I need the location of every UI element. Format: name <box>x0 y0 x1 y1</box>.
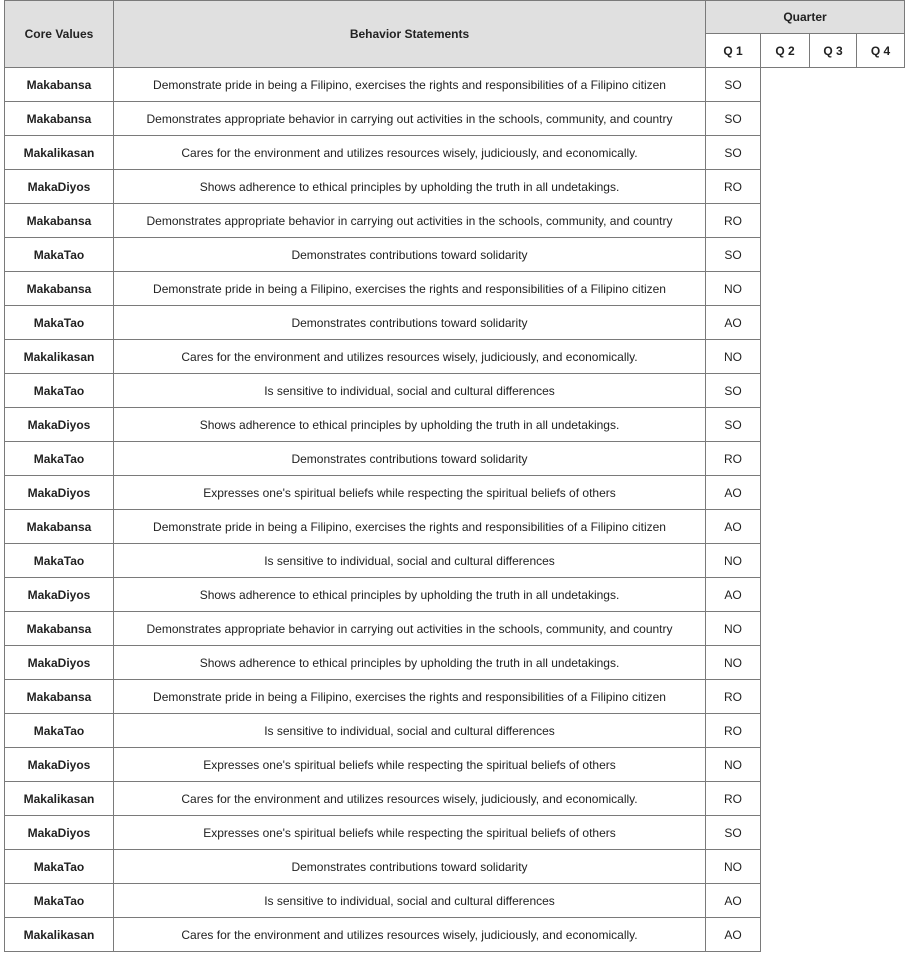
q1-rating-cell: AO <box>706 306 761 340</box>
behavior-statement-cell: Demonstrates contributions toward solidarity <box>114 238 706 272</box>
behavior-statement-cell: Expresses one's spiritual beliefs while respecting the spiritual beliefs of others <box>114 748 706 782</box>
core-value-cell: Makalikasan <box>5 918 114 952</box>
empty-quarters-area <box>761 68 905 952</box>
q1-rating-cell: SO <box>706 408 761 442</box>
q1-rating-cell: RO <box>706 714 761 748</box>
q1-rating-cell: NO <box>706 850 761 884</box>
q1-rating-cell: AO <box>706 510 761 544</box>
behavior-statement-cell: Is sensitive to individual, social and cultural differences <box>114 714 706 748</box>
core-value-cell: Makabansa <box>5 102 114 136</box>
q1-rating-cell: NO <box>706 272 761 306</box>
behavior-statement-cell: Demonstrate pride in being a Filipino, exercises the rights and responsibilities of a Filipino citizen <box>114 272 706 306</box>
behavior-statement-cell: Cares for the environment and utilizes resources wisely, judiciously, and economically. <box>114 136 706 170</box>
q1-rating-cell: SO <box>706 816 761 850</box>
header-quarter: Quarter <box>706 1 905 34</box>
behavior-statement-cell: Demonstrate pride in being a Filipino, exercises the rights and responsibilities of a Filipino citizen <box>114 68 706 102</box>
behavior-statement-cell: Demonstrates contributions toward solidarity <box>114 306 706 340</box>
q1-rating-cell: SO <box>706 68 761 102</box>
q1-rating-cell: RO <box>706 170 761 204</box>
behavior-statement-cell: Shows adherence to ethical principles by upholding the truth in all undetakings. <box>114 646 706 680</box>
core-value-cell: Makabansa <box>5 204 114 238</box>
core-value-cell: MakaTao <box>5 306 114 340</box>
header-q1: Q 1 <box>706 34 761 68</box>
core-value-cell: Makabansa <box>5 510 114 544</box>
core-value-cell: Makalikasan <box>5 136 114 170</box>
core-value-cell: MakaDiyos <box>5 748 114 782</box>
q1-rating-cell: NO <box>706 748 761 782</box>
q1-rating-cell: RO <box>706 680 761 714</box>
core-value-cell: MakaTao <box>5 238 114 272</box>
header-behavior-statements: Behavior Statements <box>114 1 706 68</box>
behavior-statement-cell: Demonstrates contributions toward solidarity <box>114 850 706 884</box>
behavior-statement-cell: Cares for the environment and utilizes resources wisely, judiciously, and economically. <box>114 782 706 816</box>
q1-rating-cell: SO <box>706 374 761 408</box>
q1-rating-cell: RO <box>706 442 761 476</box>
table-row <box>5 68 905 102</box>
core-value-cell: Makabansa <box>5 680 114 714</box>
q1-rating-cell: RO <box>706 204 761 238</box>
core-value-cell: MakaDiyos <box>5 816 114 850</box>
core-value-cell: Makabansa <box>5 68 114 102</box>
q1-rating-cell: SO <box>706 102 761 136</box>
behavior-statement-cell: Cares for the environment and utilizes resources wisely, judiciously, and economically. <box>114 340 706 374</box>
core-value-cell: Makabansa <box>5 612 114 646</box>
q1-rating-cell: AO <box>706 578 761 612</box>
behavior-statement-cell: Demonstrates contributions toward solidarity <box>114 442 706 476</box>
core-value-cell: MakaDiyos <box>5 646 114 680</box>
behavior-statement-cell: Demonstrates appropriate behavior in carrying out activities in the schools, community, and country <box>114 102 706 136</box>
header-q3: Q 3 <box>810 34 857 68</box>
core-value-cell: MakaTao <box>5 850 114 884</box>
core-value-cell: MakaTao <box>5 544 114 578</box>
q1-rating-cell: NO <box>706 544 761 578</box>
behavior-statement-cell: Is sensitive to individual, social and cultural differences <box>114 544 706 578</box>
q1-rating-cell: AO <box>706 918 761 952</box>
behavior-statement-cell: Shows adherence to ethical principles by upholding the truth in all undetakings. <box>114 408 706 442</box>
behavior-statement-cell: Demonstrates appropriate behavior in carrying out activities in the schools, community, and country <box>114 204 706 238</box>
behavior-statement-cell: Demonstrates appropriate behavior in carrying out activities in the schools, community, and country <box>114 612 706 646</box>
q1-rating-cell: RO <box>706 782 761 816</box>
behavior-statement-cell: Expresses one's spiritual beliefs while respecting the spiritual beliefs of others <box>114 816 706 850</box>
table-body <box>5 68 905 952</box>
core-value-cell: MakaTao <box>5 374 114 408</box>
behavior-statement-cell: Demonstrate pride in being a Filipino, exercises the rights and responsibilities of a Filipino citizen <box>114 680 706 714</box>
behavior-statement-cell: Demonstrate pride in being a Filipino, exercises the rights and responsibilities of a Filipino citizen <box>114 510 706 544</box>
header-q2: Q 2 <box>761 34 810 68</box>
behavior-statement-cell: Shows adherence to ethical principles by upholding the truth in all undetakings. <box>114 170 706 204</box>
q1-rating-cell: NO <box>706 612 761 646</box>
header-core-values: Core Values <box>5 1 114 68</box>
behavior-statement-cell: Expresses one's spiritual beliefs while respecting the spiritual beliefs of others <box>114 476 706 510</box>
core-value-cell: MakaDiyos <box>5 170 114 204</box>
q1-rating-cell: SO <box>706 238 761 272</box>
core-value-cell: Makalikasan <box>5 340 114 374</box>
core-value-cell: MakaDiyos <box>5 578 114 612</box>
core-value-cell: MakaTao <box>5 714 114 748</box>
behavior-statement-cell: Cares for the environment and utilizes resources wisely, judiciously, and economically. <box>114 918 706 952</box>
header-q4: Q 4 <box>857 34 905 68</box>
behavior-statement-cell: Is sensitive to individual, social and cultural differences <box>114 374 706 408</box>
behavior-table <box>4 0 905 952</box>
core-value-cell: MakaDiyos <box>5 476 114 510</box>
q1-rating-cell: AO <box>706 884 761 918</box>
core-value-cell: Makalikasan <box>5 782 114 816</box>
behavior-statement-cell: Shows adherence to ethical principles by upholding the truth in all undetakings. <box>114 578 706 612</box>
q1-rating-cell: AO <box>706 476 761 510</box>
behavior-statement-cell: Is sensitive to individual, social and cultural differences <box>114 884 706 918</box>
q1-rating-cell: NO <box>706 646 761 680</box>
core-value-cell: Makabansa <box>5 272 114 306</box>
q1-rating-cell: SO <box>706 136 761 170</box>
q1-rating-cell: NO <box>706 340 761 374</box>
core-value-cell: MakaTao <box>5 442 114 476</box>
core-value-cell: MakaDiyos <box>5 408 114 442</box>
core-value-cell: MakaTao <box>5 884 114 918</box>
